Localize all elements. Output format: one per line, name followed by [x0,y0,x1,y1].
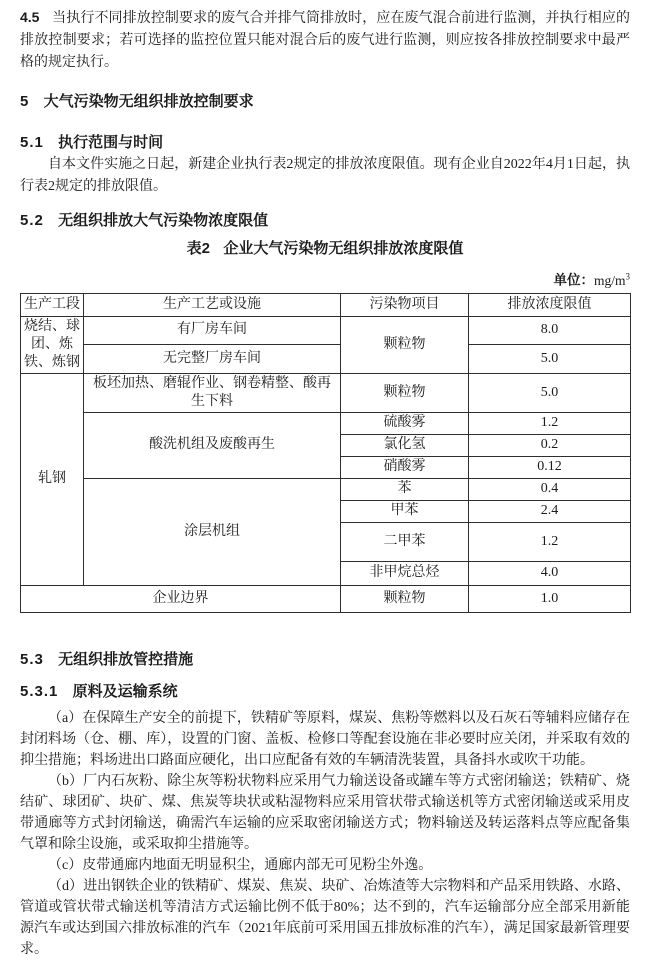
cell-limit: 0.12 [469,456,631,478]
cell-stage-sintering: 烧结、球团、炼铁、炼钢 [21,316,84,373]
cell-process: 有厂房车间 [84,316,341,345]
cell-pollutant: 硫酸雾 [341,412,469,434]
table-row [21,345,631,374]
unit-label: 单位： [553,272,594,288]
section-5-2-heading [20,210,630,232]
cell-limit: 1.0 [469,585,631,612]
cell-limit: 2.4 [469,500,631,522]
cell-pollutant: 非甲烷总烃 [341,561,469,585]
cell-limit: 4.0 [469,561,631,585]
cell-limit: 5.0 [469,345,631,374]
paragraph-a: （a）在保障生产安全的前提下，铁精矿等原料，煤炭、焦粉等燃料以及石灰石等辅料应储存在封闭料场（仓、棚、库），设置的门窗、盖板、检修口等配套设施在非必要时应关闭，并采取有效的抑尘措施；料场进出口路面应硬化，出口应配备有效的车辆清洗装置，具备抖水或吹干功能。 [20,710,630,768]
cell-process: 无完整厂房车间 [84,345,341,374]
section-5-3-1-number: 5.3.1 [20,682,59,700]
section-5-1-title: 执行范围与时间 [58,134,164,151]
header-production-stage: 生产工段 [21,293,84,316]
cell-limit: 0.4 [469,478,631,500]
unit-superscript: 3 [625,271,630,281]
unit-value-text: mg/m [593,272,626,288]
table-2-caption-title: 企业大气污染物无组织排放浓度限值 [223,240,464,257]
cell-pollutant: 氯化氢 [341,434,469,456]
section-5-3-1-heading [20,681,630,703]
paragraph-b: （b）厂内石灰粉、除尘灰等粉状物料应采用气力输送设备或罐车等方式密闭输送；铁精矿、烧结矿、球团矿、块矿、煤、焦炭等块状或粘湿物料应采用管状带式输送机等方式密闭输送或采用皮带通廊等方式封闭输送，确需汽车运输的应采取密闭输送方式；物料输送及转运落料点等应配备集气罩和除尘设施，或采取抑尘措施等。 [20,773,630,852]
header-pollutant: 污染物项目 [341,293,469,316]
section-5-2-title: 无组织排放大气污染物浓度限值 [58,212,269,229]
clause-4-5-number: 4.5 [20,9,40,25]
clause-4-5-text: 当执行不同排放控制要求的废气合并排气筒排放时，应在废气混合前进行监测，并执行相应的排放控制要求；若可选择的监控位置只能对混合后的废气进行监测，则应按各排放控制要求中最严格的规定执行。 [20,11,630,70]
cell-pollutant: 颗粒物 [341,373,469,412]
table-row [21,412,631,434]
header-emission-limit: 排放浓度限值 [469,293,631,316]
section-5-3-heading [20,649,630,671]
cell-pollutant: 二甲苯 [341,522,469,561]
section-5-1-paragraph: 自本文件实施之日起，新建企业执行表2规定的排放浓度限值。现有企业自2022年4月1日起，执行表2规定的排放限值。 [20,157,630,194]
cell-process-pickling: 酸洗机组及废酸再生 [84,412,341,478]
section-5-2-number: 5.2 [20,212,44,229]
measures-paragraphs [20,708,630,960]
header-process-facility: 生产工艺或设施 [84,293,341,316]
cell-pollutant: 颗粒物 [341,316,469,373]
section-5-1-heading [20,132,630,154]
table-2-caption-number: 表2 [186,240,210,257]
table-header-row [21,293,631,316]
table-row [21,478,631,500]
unit-value [594,273,630,288]
cell-enterprise-boundary: 企业边界 [21,585,341,612]
section-5-3-number: 5.3 [20,650,44,668]
cell-stage-rolling: 轧钢 [21,373,84,585]
cell-limit: 5.0 [469,373,631,412]
table-row [21,373,631,412]
cell-limit: 1.2 [469,412,631,434]
cell-pollutant: 甲苯 [341,500,469,522]
table-row [21,316,631,345]
section-5-1-number: 5.1 [20,134,44,151]
cell-limit: 8.0 [469,316,631,345]
paragraph-d: （d）进出钢铁企业的铁精矿、煤炭、焦炭、块矿、冶炼渣等大宗物料和产品采用铁路、水路、管道或管状带式输送机等清洁方式运输比例不低于80%；达不到的，汽车运输部分应全部采用新能源汽车或达到国六排放标准的汽车（2021年底前可采用国五排放标准的汽车），满足国家最新管理要求。 [20,878,630,957]
cell-pollutant: 苯 [341,478,469,500]
cell-limit: 0.2 [469,434,631,456]
table-2-emission-limits [20,293,631,613]
section-5-3-1-title: 原料及运输系统 [72,682,178,700]
section-5-number: 5 [20,93,30,110]
cell-limit: 1.2 [469,522,631,561]
clause-4-5-paragraph [20,6,630,74]
cell-pollutant: 颗粒物 [341,585,469,612]
table-row [21,585,631,612]
section-5-heading [20,91,630,113]
cell-pollutant: 硝酸雾 [341,456,469,478]
table-2-unit-line [20,267,630,290]
table-2-caption [20,239,630,259]
section-5-title: 大气污染物无组织排放控制要求 [43,93,254,110]
cell-process: 板坯加热、磨辊作业、钢卷精整、酸再生下料 [84,373,341,412]
cell-process-coating: 涂层机组 [84,478,341,585]
paragraph-c: （c）皮带通廊内地面无明显积尘，通廊内部无可见粉尘外逸。 [48,857,433,873]
section-5-3-title: 无组织排放管控措施 [58,650,194,668]
